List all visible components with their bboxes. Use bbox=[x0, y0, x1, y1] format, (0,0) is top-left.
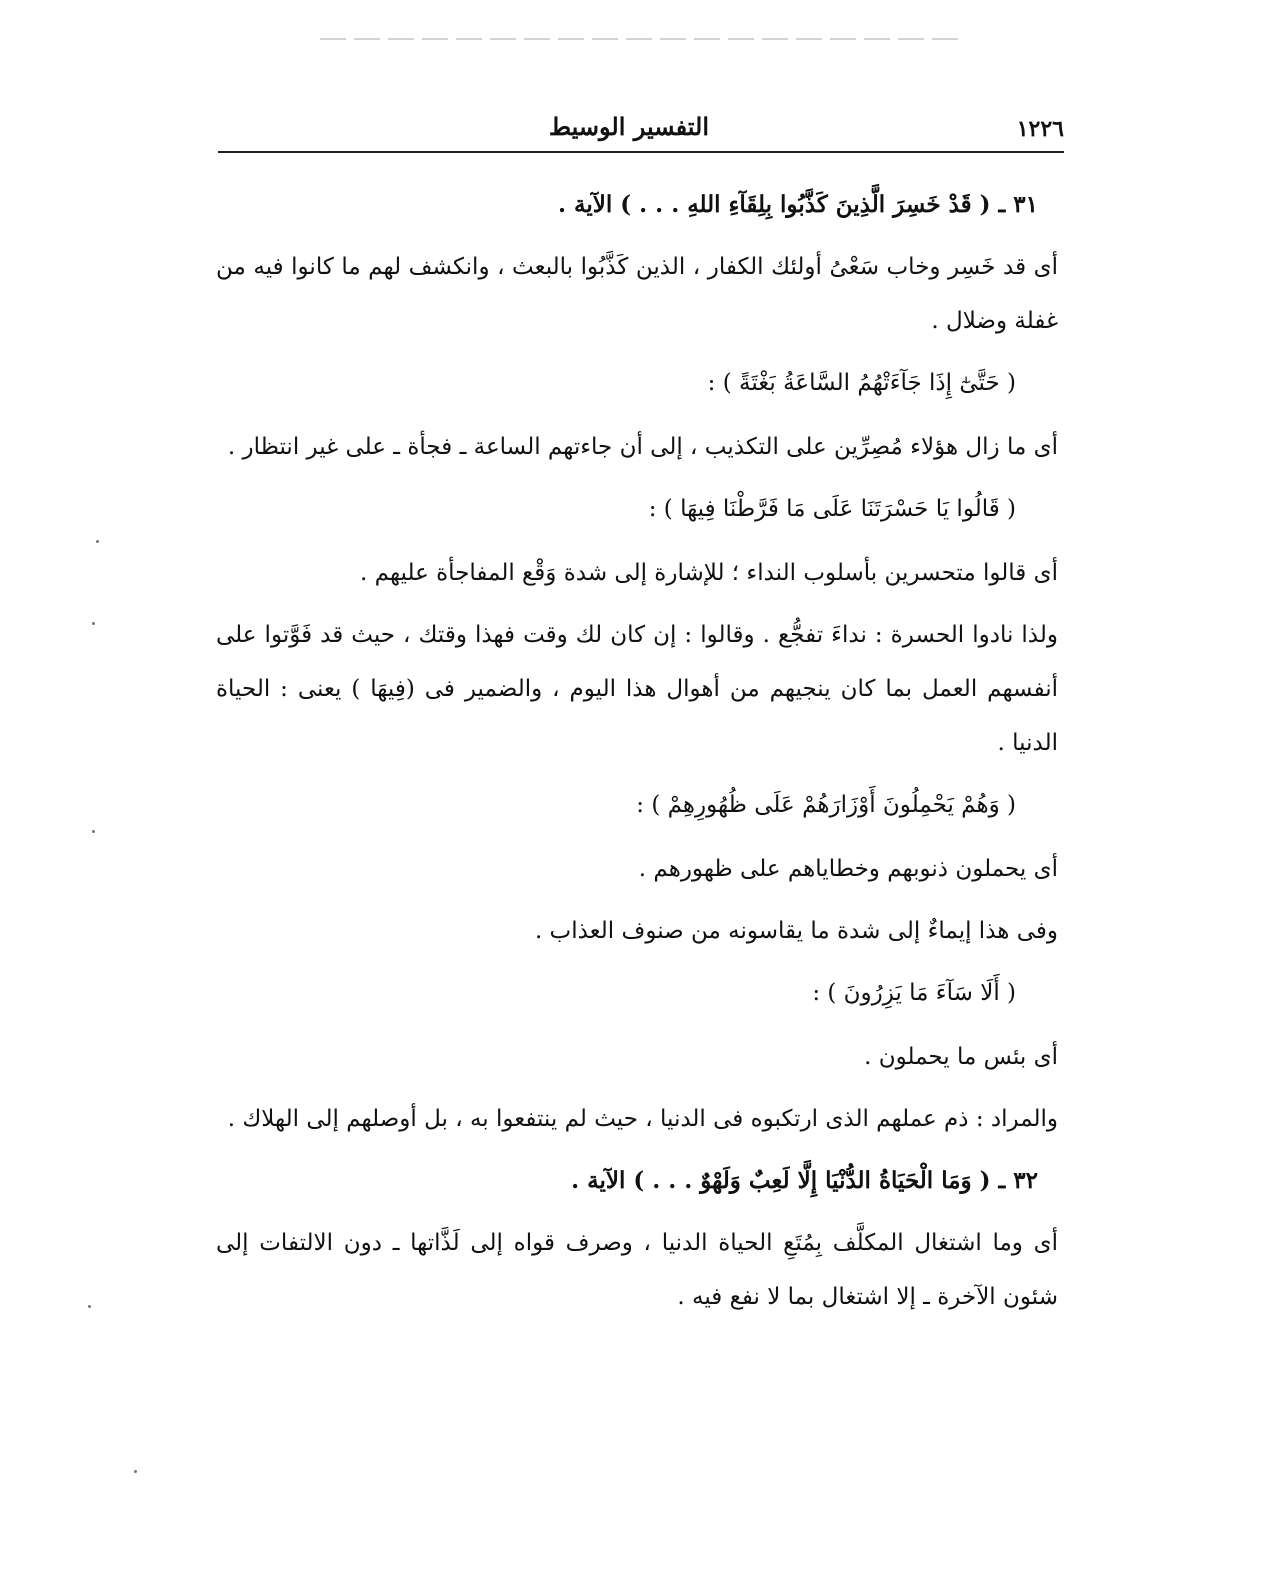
quoted-verse: ( أَلَا سَآءَ مَا يَزِرُونَ ) : bbox=[812, 980, 1016, 1006]
commentary-paragraph: أى وما اشتغال المكلَّف بِمُتَعِ الحياة الدنيا ، وصرف قواه إلى لَذَّاتها ـ دون الالتفات إلى شئون الآخرة ـ إلا اشتغال بما لا نفع فيه . bbox=[216, 1230, 1058, 1310]
verse-heading-32: ٣٢ ـ ( وَمَا الْحَيَاةُ الدُّنْيَا إِلَّا لَعِبٌ وَلَهْوٌ . . . ) الآية . bbox=[571, 1167, 1038, 1194]
commentary-paragraph: أى بئس ما يحملون . bbox=[864, 1044, 1058, 1070]
scan-speck bbox=[134, 1470, 137, 1473]
commentary-paragraph: أى يحملون ذنوبهم وخطاياهم على ظهورهم . bbox=[638, 856, 1058, 882]
running-title: التفسير الوسيط bbox=[548, 112, 709, 141]
scan-speck bbox=[92, 830, 95, 833]
commentary-paragraph: وفى هذا إيماءٌ إلى شدة ما يقاسونه من صنوف العذاب . bbox=[534, 918, 1058, 944]
scan-artifact bbox=[320, 38, 960, 40]
quoted-verse: ( وَهُمْ يَحْمِلُونَ أَوْزَارَهُمْ عَلَى ظُهُورِهِمْ ) : bbox=[636, 792, 1016, 818]
verse-heading-31: ٣١ ـ ( قَدْ خَسِرَ الَّذِينَ كَذَّبُوا بِلِقَآءِ اللهِ . . . ) الآية . bbox=[558, 191, 1038, 218]
commentary-paragraph: أى قالوا متحسرين بأسلوب النداء ؛ للإشارة إلى شدة وَقْع المفاجأة عليهم . bbox=[360, 560, 1058, 586]
page-body bbox=[216, 178, 1058, 1332]
scan-speck bbox=[96, 540, 99, 543]
header-rule bbox=[218, 151, 1064, 153]
commentary-paragraph: أى قد خَسِر وخاب سَعْىُ أولئك الكفار ، الذين كَذَّبُوا بالبعث ، وانكشف لهم ما كانوا فيه من غفلة وضلال . bbox=[216, 254, 1058, 334]
commentary-paragraph: أى ما زال هؤلاء مُصِرِّين على التكذيب ، إلى أن جاءتهم الساعة ـ فجأة ـ على غير انتظار . bbox=[227, 434, 1058, 460]
commentary-paragraph: والمراد : ذم عملهم الذى ارتكبوه فى الدنيا ، حيث لم ينتفعوا به ، بل أوصلهم إلى الهلاك . bbox=[227, 1106, 1058, 1132]
scan-speck bbox=[92, 622, 95, 625]
commentary-paragraph: ولذا نادوا الحسرة : نداءَ تفجُّع . وقالوا : إن كان لك وقت فهذا وقتك ، حيث قد فَوَّتوا على أنفسهم العمل بما كان ينجيهم من أهوال هذا اليوم ، والضمير فى (فِيهَا ) يعنى : الحياة الدنيا . bbox=[216, 622, 1058, 756]
page-number: ١٢٢٦ bbox=[1016, 116, 1064, 142]
scan-speck bbox=[88, 1305, 91, 1308]
quoted-verse: ( قَالُوا يَا حَسْرَتَنَا عَلَى مَا فَرَّطْنَا فِيهَا ) : bbox=[648, 496, 1016, 522]
page-header bbox=[218, 112, 1064, 152]
quoted-verse: ( حَتَّىٰٓ إِذَا جَآءَتْهُمُ السَّاعَةُ بَغْتَةً ) : bbox=[707, 370, 1016, 396]
